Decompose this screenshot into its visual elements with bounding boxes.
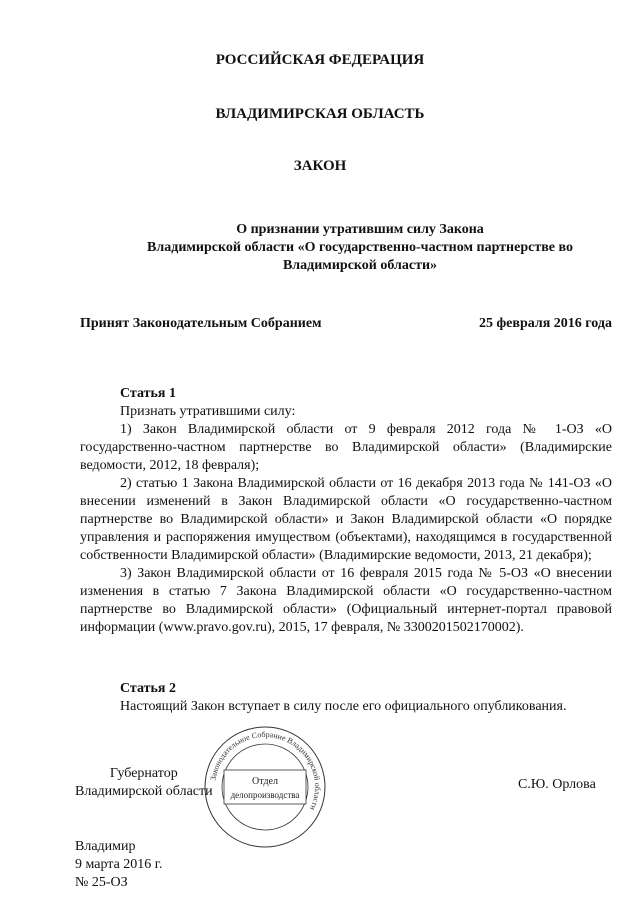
footer-date: 9 марта 2016 г. xyxy=(75,857,163,872)
stamp-ring-text: Законодательное Собрание Владимирской области xyxy=(208,729,323,812)
position-line-1: Губернатор xyxy=(109,766,178,781)
article-1-heading: Статья 1 xyxy=(120,386,176,401)
article-2-heading: Статья 2 xyxy=(120,681,176,696)
article-2 xyxy=(80,680,612,716)
article-1-item-3: 3) Закон Владимирской области от 16 февраля 2015 года № 5-ОЗ «О внесении изменения в статью 7 Закона Владимирской области «О государственно-частном партнерстве во Владимирской области» (Официальный интернет-портал правовой информации (www.pravo.gov.ru), 2015, 17 февраля, № 3300201502170002). xyxy=(80,566,612,635)
stamp-center-line-2: делопроизводства xyxy=(230,790,300,800)
adopted-by: Принят Законодательным Собранием xyxy=(80,316,322,331)
document-footer xyxy=(75,838,162,892)
article-1-item-1: 1) Закон Владимирской области от 9 февраля 2012 года № 1-ОЗ «О государственно-частном партнерстве во Владимирской области» (Владимирские ведомости, 2012, 18 февраля); xyxy=(80,422,612,473)
footer-city: Владимир xyxy=(75,839,136,854)
region-heading: ВЛАДИМИРСКАЯ ОБЛАСТЬ xyxy=(215,106,425,122)
signatory-position xyxy=(75,765,213,801)
position-line-2: Владимирской области xyxy=(75,784,213,799)
document-type-heading: ЗАКОН xyxy=(293,158,347,174)
article-1-intro: Признать утратившими силу: xyxy=(120,404,296,419)
law-title-line-1: О признании утратившим силу Закона xyxy=(236,222,484,237)
adoption-date: 25 февраля 2016 года xyxy=(479,316,612,331)
footer-number: № 25-ОЗ xyxy=(75,875,128,890)
country-heading: РОССИЙСКАЯ ФЕДЕРАЦИЯ xyxy=(215,52,425,68)
article-2-text: Настоящий Закон вступает в силу после его официального опубликования. xyxy=(120,699,567,714)
law-title-line-3: Владимирской области» xyxy=(282,258,438,273)
article-1 xyxy=(80,385,612,637)
signatory-name: С.Ю. Орлова xyxy=(518,777,596,792)
law-title-line-2: Владимирской области «О государственно-частном партнерстве во xyxy=(147,240,573,255)
stamp-center-line-1: Отдел xyxy=(252,776,278,787)
article-1-item-2: 2) статью 1 Закона Владимирской области от 16 декабря 2013 года № 141-ОЗ «О внесении изменений в Закон Владимирской области «О государственно-частном партнерстве во Владимирской области» и Закон Владимирской области «О порядке управления и распоряжения имуществом (объектами), находящимся в государственной собственности Владимирской области» (Владимирские ведомости, 2013, 21 декабря); xyxy=(80,476,612,563)
law-title xyxy=(80,221,640,275)
official-stamp xyxy=(200,722,330,852)
